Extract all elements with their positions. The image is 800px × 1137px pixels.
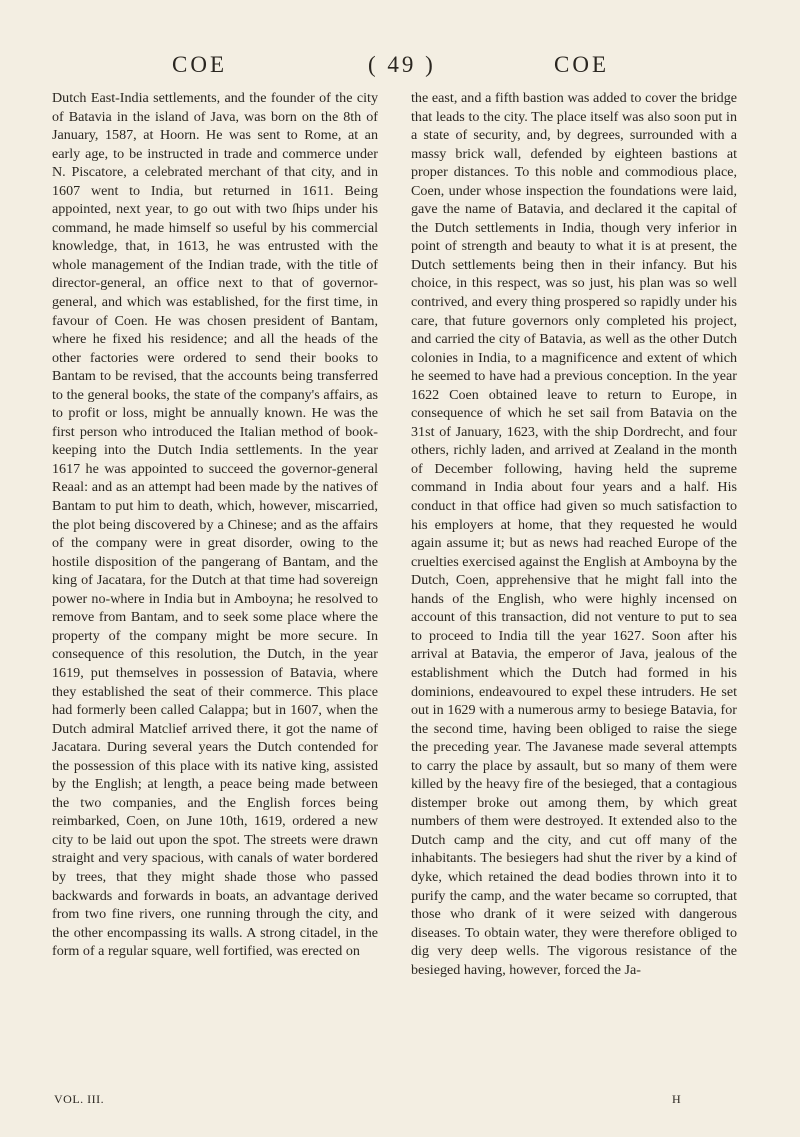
page-footer <box>54 1092 754 1112</box>
left-column <box>52 89 378 961</box>
page-number: ( 49 ) <box>368 52 436 77</box>
right-column <box>411 89 737 979</box>
header-left-word: COE <box>172 52 227 77</box>
left-column-text: Dutch East-India settlements, and the founder of the city of Batavia in the island of Java, was born on the 8th of January, 1587, at Hoorn. He was sent to Rome, at an early age, to be instructed in trade and commerce under N. Piscatore, a celebrated merchant of that city, and in 1607 went to India, but returned in 1611. Being appointed, next year, to go out with two ſhips under his command, he made himself so useful by his commercial knowledge, that, in 1613, he was entrusted with the whole management of the Indian trade, with the title of director-general, an office next to that of governor-general, and which was established, for the first time, in favour of Coen. He was chosen president of Bantam, where he fixed his residence; and all the heads of the other factories were ordered to send their books to Bantam to be revised, that the accounts being transferred to the general books, the state of the company's affairs, as to profit or loss, might be annually known. He was the first person who introduced the Italian method of book-keeping into the Dutch India settlements. In the year 1617 he was appointed to succeed the governor-general Reaal: and as an attempt had been made by the natives of Bantam to put him to death, which, however, miscarried, the plot being discovered by a Chinese; and as the affairs of the company were in great disorder, owing to the hostile disposition of the pangerang of Bantam, and the king of Jacatara, for the Dutch at that time had sovereign power no-where in India but in Amboyna; he resolved to remove from Bantam, and to seek some place where the property of the company might be more secure. In consequence of this resolution, the Dutch, in the year 1619, put themselves in possession of Batavia, where they established the seat of their commerce. This place had formerly been called Calappa; but in 1607, when the Dutch admiral Matclief arrived there, it got the name of Jacatara. During several years the Dutch contended for the possession of this place with its native king, assisted by the English; at length, a peace being made between the two companies, and the English forces being reimbarked, Coen, on June 10th, 1619, ordered a new city to be laid out upon the spot. The streets were drawn straight and very spacious, with canals of water bordered by trees, that they might shade those who passed backwards and forwards in boats, an advantage derived from two fine rivers, one running through the city, and the other encompassing its walls. A strong citadel, in the form of a regular square, well fortified, was erected on <box>52 90 378 960</box>
volume-label: VOL. III. <box>54 1092 105 1106</box>
right-column-text: the east, and a fifth bastion was added to cover the bridge that leads to the city. The place itself was also soon put in a state of security, and, by degrees, surrounded with a massy brick wall, defended by eighteen bastions at proper distances. To this noble and commodious place, Coen, under whose inspection the foundations were laid, gave the name of Batavia, and declared it the capital of the Dutch settlements in India, though very inferior in point of strength and beauty to what it is at present, the Dutch settlements being then in their infancy. But his choice, in this respect, was so just, his plan was so well contrived, and every thing prospered so rapidly under his care, that future governors only completed his project, and carried the city of Batavia, as well as the other Dutch colonies in India, to a magnificence and extent of which he seemed to have had a previous conception. In the year 1622 Coen obtained leave to return to Europe, in consequence of which he set sail from Batavia on the 31st of January, 1623, with the ship Dordrecht, and four others, richly laden, and arrived at Zealand in the month of December following, having held the supreme command in India about four years and a half. His conduct in that office had given so much satisfaction to his employers at home, that they requested he would again assume it; but as news had reached Europe of the cruelties exercised against the English at Amboyna by the Dutch, Coen, apprehensive that he might fall into the hands of the English, who were highly incensed on account of this transaction, did not venture to put to sea to proceed to India till the year 1627. Soon after his arrival at Batavia, the emperor of Java, jealous of the establishment which the Dutch had formed in his dominions, endeavoured to expel these intruders. He set out in 1629 with a numerous army to besiege Batavia, for the second time, having been obliged to raise the siege the preceding year. The Javanese made several attempts to carry the place by assault, but so many of them were killed by the heavy fire of the besieged, that a contagious distemper broke out among them, by which great numbers of them were destroyed. It extended also to the Dutch camp and the city, and cut off many of the inhabitants. The besiegers had shut the river by a kind of dyke, which retained the dead bodies thrown into it to purify the camp, and the water became so corrupted, that those who drank of it were seized with dangerous diseases. To obtain water, they were therefore obliged to dig very deep wells. The vigorous resistance of the besieged having, however, forced the Ja- <box>411 90 737 978</box>
signature-mark: H <box>672 1092 681 1106</box>
header-right-word: COE <box>554 52 609 77</box>
running-header <box>150 52 650 82</box>
